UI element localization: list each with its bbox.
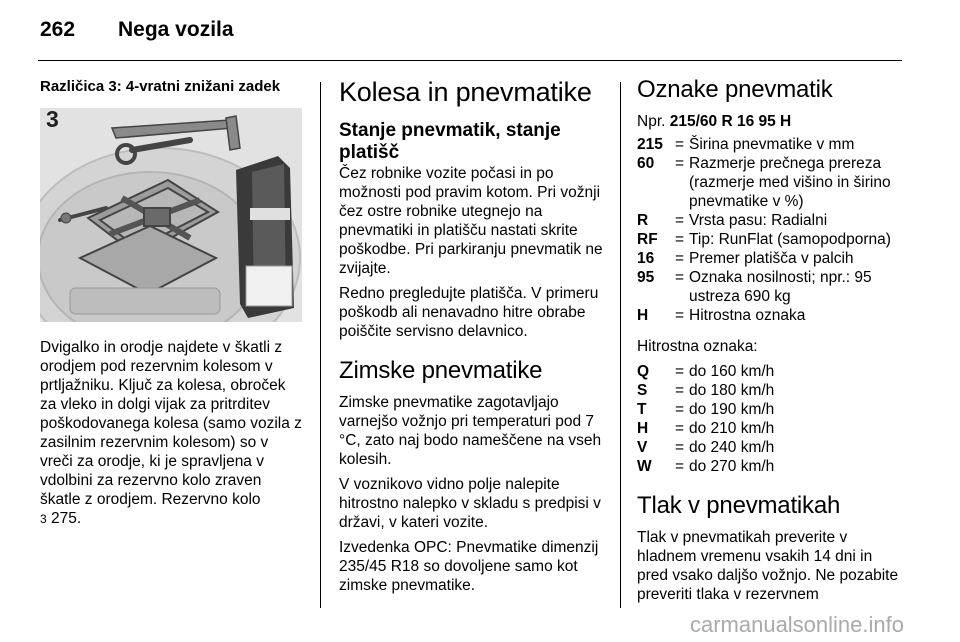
section-heading-winter-tyres: Zimske pnevmatike (339, 357, 543, 384)
speed-code-row-eq: = (675, 401, 685, 418)
paragraph-tyre-pressure: Tlak v pnevmatikah preverite v hladnem vremenu vsakih 14 dni in pred vsako daljšo vožnjo. Ne pozabite preveriti tlaka v rezervnem (637, 529, 899, 603)
cross-reference[interactable] (40, 510, 81, 527)
subheading-tyre-condition: Stanje pnevmatik, stanje platišč (339, 120, 561, 163)
designation-row-key: RF (637, 231, 658, 248)
header-rule (38, 60, 902, 61)
section-heading-tyre-designations: Oznake pnevmatik (637, 76, 833, 103)
designation-row-value: Vrsta pasu: Radialni (689, 212, 828, 229)
designation-row-eq: = (675, 231, 685, 248)
speed-code-row-value: do 190 km/h (689, 401, 775, 418)
designation-row-eq: = (675, 250, 685, 267)
speed-code-table (637, 362, 907, 476)
speed-code-label: Hitrostna oznaka: (637, 338, 758, 355)
tool-kit-paragraph: Dvigalko in orodje najdete v škatli z orodjem pod rezervnim kolesom v prtljažniku. Ključ za kolesa, obroček za vleko in dolgi vijak za pritrditev poškodovanega kolesa (samo vozila z zasilnim rezervnim kolesom) so v vreči za orodje, ki je spravljena v vdolbini za rezervno kolo zraven škatle z orodjem. Rezervno kolo (40, 339, 302, 508)
cross-reference-arrow-icon: 3 (40, 512, 47, 526)
designation-row-value: Razmerje prečnega prereza (razmerje med višino in širino pnevmatike v %) (689, 155, 891, 210)
designation-row (637, 306, 907, 325)
designation-row (637, 154, 907, 211)
speed-code-row-value: do 240 km/h (689, 439, 775, 456)
column-3 (637, 70, 907, 610)
speed-code-row (637, 457, 907, 476)
speed-code-row-value: do 270 km/h (689, 458, 775, 475)
paragraph-opc: Izvedenka OPC: Pnevmatike dimenzij 235/45 R18 so dovoljene samo kot zimske pnevmatike. (339, 539, 599, 594)
designation-row-key: 215 (637, 136, 663, 153)
speed-code-row (637, 419, 907, 438)
speed-code-row-eq: = (675, 439, 685, 456)
speed-code-row-key: H (637, 420, 649, 437)
column-divider-2 (620, 82, 621, 608)
paragraph-winter-temp: Zimske pnevmatike zagotavljajo varnejšo vožnjo pri temperaturi pod 7 °C, zato naj bodo nameščene na vseh kolesih. (339, 394, 602, 468)
tool-kit-illustration (40, 108, 302, 322)
designation-row-value: Tip: RunFlat (samopodporna) (689, 231, 891, 248)
speed-code-row-eq: = (675, 382, 685, 399)
example-prefix: Npr. (637, 113, 666, 130)
designation-row-key: 60 (637, 155, 655, 172)
speed-code-row-value: do 180 km/h (689, 382, 775, 399)
speed-code-row-key: S (637, 382, 648, 399)
speed-code-row (637, 362, 907, 381)
speed-code-row (637, 400, 907, 419)
speed-code-row-key: V (637, 439, 648, 456)
speed-code-row-key: T (637, 401, 647, 418)
variant-label: Različica 3: 4-vratni znižani zadek (40, 78, 281, 95)
tool-kit-text (40, 338, 302, 529)
column-divider-1 (320, 82, 321, 608)
paragraph-rims: Redno pregledujte platišča. V primeru poškodb ali nenavadno hitre obrabe poiščite servisno delavnico. (339, 285, 599, 340)
speed-code-row-value: do 160 km/h (689, 363, 775, 380)
designation-row (637, 135, 907, 154)
column-1 (40, 70, 302, 535)
speed-code-row-key: W (637, 458, 652, 475)
column-2 (339, 70, 607, 601)
chapter-title: Nega vozila (118, 18, 234, 41)
designation-row-key: R (637, 212, 649, 229)
designation-row-eq: = (675, 136, 685, 153)
cross-reference-page: 275. (51, 510, 82, 527)
section-heading-tyre-pressure: Tlak v pnevmatikah (637, 492, 841, 519)
page-number: 262 (40, 18, 76, 41)
section-heading-wheels-tyres: Kolesa in pnevmatike (339, 77, 592, 107)
watermark: carmanualsonline.info (689, 612, 904, 637)
designation-row-value: Oznaka nosilnosti; npr.: 95 ustreza 690 kg (689, 269, 872, 305)
paragraph-speed-sticker: V voznikovo vidno polje nalepite hitrostno nalepko v skladu s predpisi v državi, v kateri vozite. (339, 476, 601, 531)
speed-code-row (637, 438, 907, 457)
figure-number: 3 (46, 108, 59, 132)
designation-row-key: 95 (637, 269, 655, 286)
speed-code-row (637, 381, 907, 400)
designation-row (637, 230, 907, 249)
speed-code-row-eq: = (675, 363, 685, 380)
designation-row-key: 16 (637, 250, 655, 267)
designation-row-value: Širina pnevmatike v mm (689, 136, 855, 153)
designation-row-eq: = (675, 155, 685, 172)
designation-row (637, 211, 907, 230)
designation-table (637, 135, 907, 325)
designation-row-key: H (637, 307, 649, 324)
speed-code-row-eq: = (675, 420, 685, 437)
designation-row-value: Hitrostna oznaka (689, 307, 806, 324)
jack-and-tools-drawing (40, 108, 302, 322)
example-line (637, 112, 907, 131)
designation-row (637, 249, 907, 268)
speed-code-row-value: do 210 km/h (689, 420, 775, 437)
speed-code-row-key: Q (637, 363, 650, 380)
designation-row-value: Premer platišča v palcih (689, 250, 854, 267)
designation-row-eq: = (675, 307, 685, 324)
example-code: 215/60 R 16 95 H (669, 113, 792, 130)
designation-row-eq: = (675, 212, 685, 229)
designation-row (637, 268, 907, 306)
speed-code-row-eq: = (675, 458, 685, 475)
designation-row-eq: = (675, 269, 685, 286)
paragraph-kerbs: Čez robnike vozite počasi in po možnosti pod pravim kotom. Pri vožnji čez ostre robnike utegnejo na pnevmatiki in platišču nastati skrite poškodbe. Pri parkiranju pnevmatik ne zvijajte. (339, 165, 603, 277)
